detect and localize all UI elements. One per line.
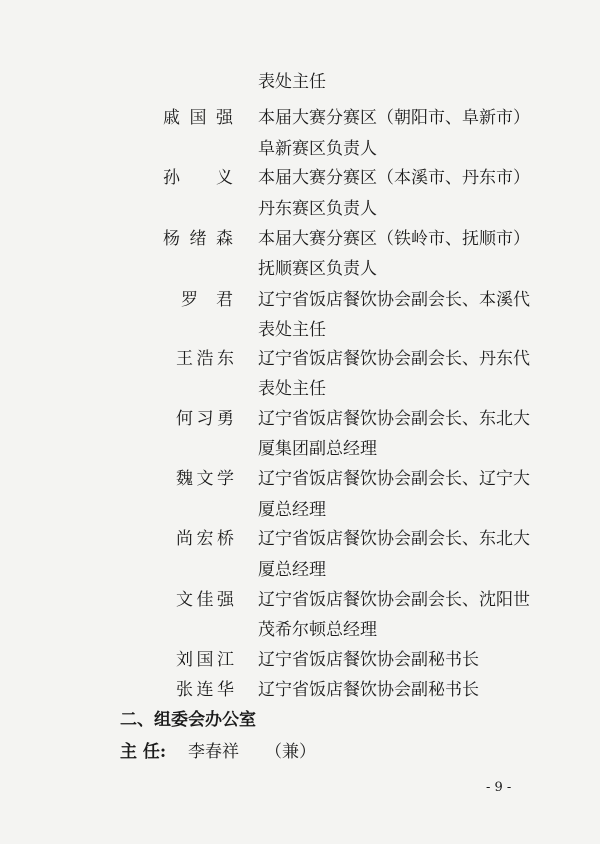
entry-description: 辽宁省饭店餐饮协会副会长、东北大 <box>258 409 530 429</box>
entry-description: 抚顺赛区负责人 <box>258 259 377 279</box>
list-item-continuation <box>0 437 600 461</box>
member-name: 魏文学 <box>176 469 234 489</box>
entry-description: 丹东赛区负责人 <box>258 199 377 219</box>
member-name: 张连华 <box>176 680 234 700</box>
entry-description: 阜新赛区负责人 <box>258 139 377 159</box>
list-item <box>0 467 600 491</box>
entry-description: 辽宁省饭店餐饮协会副秘书长 <box>258 680 479 700</box>
entry-description: 辽宁省饭店餐饮协会副会长、辽宁大 <box>258 469 530 489</box>
entry-description: 本届大赛分赛区（朝阳市、阜新市） <box>258 108 530 128</box>
list-item <box>0 648 600 672</box>
member-name: 何习勇 <box>176 409 234 429</box>
entry-description: 表处主任 <box>258 320 326 340</box>
list-item-continuation <box>0 618 600 642</box>
list-item <box>0 407 600 431</box>
entry-description: 本届大赛分赛区（铁岭市、抚顺市） <box>258 229 530 249</box>
entry-description: 辽宁省饭店餐饮协会副会长、东北大 <box>258 529 530 549</box>
member-name: 刘国江 <box>176 650 234 670</box>
list-item-continuation <box>0 318 600 342</box>
list-item <box>0 588 600 612</box>
entry-description: 辽宁省饭店餐饮协会副会长、本溪代 <box>258 290 530 310</box>
section-heading: 二、组委会办公室 <box>120 710 256 730</box>
list-item <box>0 106 600 130</box>
member-name: 王浩东 <box>176 349 234 369</box>
entry-description: 本届大赛分赛区（本溪市、丹东市） <box>258 168 530 188</box>
entry-description: 厦总经理 <box>258 500 326 520</box>
list-item-continuation <box>0 558 600 582</box>
list-item-continuation <box>0 137 600 161</box>
director-note: （兼） <box>265 742 316 762</box>
director-label: 主 任: <box>120 742 167 762</box>
member-name: 尚宏桥 <box>176 529 234 549</box>
member-name: 文佳强 <box>176 590 234 610</box>
entry-description: 表处主任 <box>258 379 326 399</box>
member-name: 孙义 <box>163 168 233 188</box>
director-row <box>0 740 600 764</box>
list-item <box>0 288 600 312</box>
entry-description: 辽宁省饭店餐饮协会副会长、丹东代 <box>258 349 530 369</box>
entry-description: 茂希尔顿总经理 <box>258 620 377 640</box>
entry-description: 辽宁省饭店餐饮协会副秘书长 <box>258 650 479 670</box>
member-name: 杨绪森 <box>163 229 233 249</box>
list-item <box>0 527 600 551</box>
list-item-continuation <box>0 257 600 281</box>
entry-description: 厦总经理 <box>258 560 326 580</box>
list-item <box>0 227 600 251</box>
director-name: 李春祥 <box>188 742 239 762</box>
page-number: - 9 - <box>486 780 512 795</box>
list-item <box>0 70 600 94</box>
list-item <box>0 166 600 190</box>
list-item-continuation <box>0 197 600 221</box>
list-item <box>0 678 600 702</box>
entry-description: 厦集团副总经理 <box>258 439 377 459</box>
member-name: 罗君 <box>181 290 233 310</box>
entry-description: 表处主任 <box>258 72 326 92</box>
list-item-continuation <box>0 377 600 401</box>
entry-description: 辽宁省饭店餐饮协会副会长、沈阳世 <box>258 590 530 610</box>
list-item <box>0 347 600 371</box>
list-item-continuation <box>0 498 600 522</box>
member-name: 戚国强 <box>163 108 233 128</box>
